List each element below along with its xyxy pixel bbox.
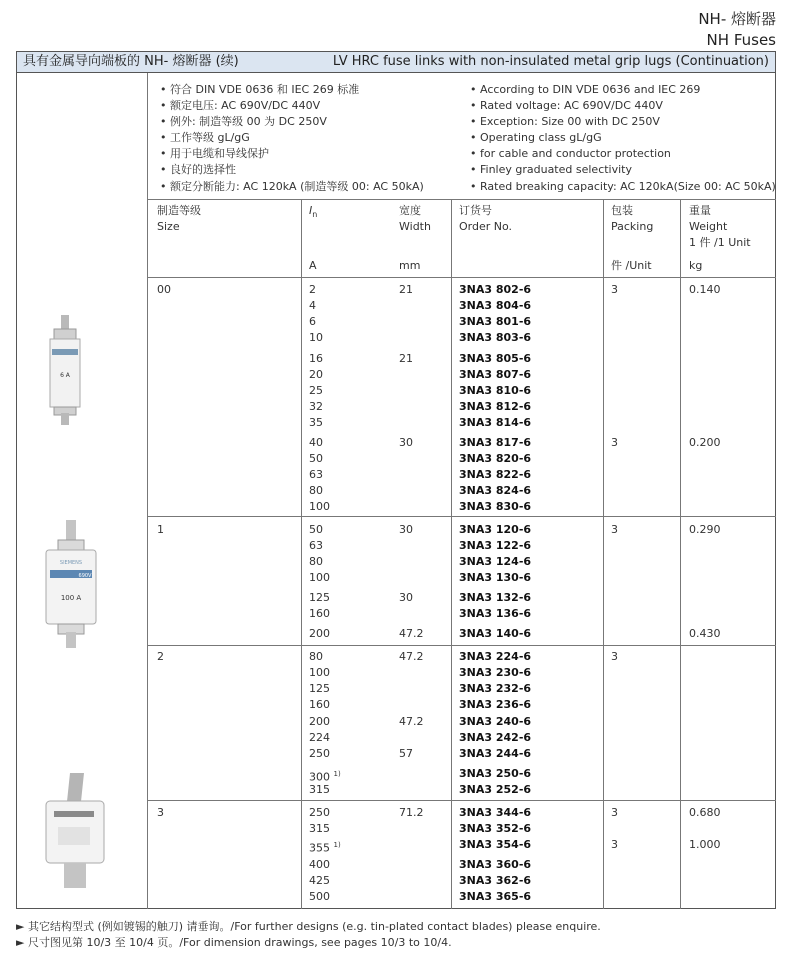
width-cell: 21: [399, 283, 413, 296]
section-title-bar: [16, 51, 776, 73]
header-order: 订货号 Order No.: [459, 204, 513, 233]
row-divider: [147, 516, 776, 517]
current-list: 250 315 355 $^{1)}$: [309, 806, 341, 855]
footer-note: ► 尺寸图见第 10/3 至 10/4 页。/For dimension drawings, see pages 10/3 to 10/4.: [16, 936, 452, 949]
bullet-item: • for cable and conductor protection: [470, 147, 671, 161]
size-cell: 2: [157, 650, 164, 663]
section-title-en: LV HRC fuse links with non-insulated metal grip lugs (Continuation): [332, 54, 769, 69]
bullet-item: • 例外: 制造等级 00 为 DC 250V: [160, 115, 327, 129]
bullet-item: • Exception: Size 00 with DC 250V: [470, 115, 660, 129]
packing-cell: 3: [611, 523, 618, 536]
footnote-mark: 1): [333, 770, 341, 778]
order-list: 3NA3 344-6 3NA3 352-6 3NA3 354-6: [459, 806, 532, 852]
packing-cell: 3: [611, 283, 618, 296]
packing-cell: 3: [611, 650, 618, 663]
width-cell: 30: [399, 436, 413, 449]
order-list: 3NA3 240-6 3NA3 242-6 3NA3 244-6: [459, 715, 532, 761]
weight-cell: 0.430: [689, 627, 721, 640]
current-list: 40 50 63 80 100: [309, 436, 330, 514]
header-weight-unit: kg: [689, 259, 703, 272]
weight-cell: 0.140: [689, 283, 721, 296]
size-cell: 3: [157, 806, 164, 819]
section-title-cn: 具有金属导向端板的 NH- 熔断器 (续): [23, 54, 239, 69]
bullet-item: • Rated voltage: AC 690V/DC 440V: [470, 99, 663, 113]
col-divider: [451, 199, 452, 909]
header-current-unit: A: [309, 259, 317, 272]
col-divider: [301, 199, 302, 909]
bullet-item: • Finley graduated selectivity: [470, 163, 632, 177]
col-divider: [603, 199, 604, 909]
row-divider: [147, 199, 776, 200]
bullet-item: • 符合 DIN VDE 0636 和 IEC 269 标准: [160, 83, 360, 96]
width-cell: 57: [399, 747, 413, 760]
width-cell: 47.2: [399, 627, 424, 640]
fuse-size-00-image: [40, 315, 92, 425]
row-divider: [147, 277, 776, 278]
bullet-item: • 额定电压: AC 690V/DC 440V: [160, 99, 321, 113]
header-packing-unit: 件 /Unit: [611, 259, 652, 272]
fuse-rating-label: 100 A: [60, 594, 82, 602]
order-list: 3NA3 224-6 3NA3 230-6 3NA3 232-6 3NA3 236-6: [459, 650, 532, 712]
current-list: 400 425 500: [309, 858, 330, 904]
footer-note: ► 其它结构型式 (例如镀锡的触刀) 请垂询。/For further designs (e.g. tin-plated contact blades) please enquire.: [16, 920, 601, 933]
page-title-cn: NH- 熔断器: [698, 10, 776, 28]
packing-cell: 3: [611, 806, 618, 819]
order-list: 3NA3 132-6 3NA3 136-6: [459, 591, 532, 621]
header-width-unit: mm: [399, 259, 421, 272]
bullet-item: • 工作等级 gL/gG: [160, 131, 250, 145]
header-packing: 包装 Packing: [611, 204, 654, 233]
header-current: $I_n$: [309, 204, 318, 220]
bullet-item: • According to DIN VDE 0636 and IEC 269: [470, 83, 701, 96]
weight-cell: 0.200: [689, 436, 721, 449]
width-cell: 30: [399, 523, 413, 536]
width-cell: 47.2: [399, 715, 424, 728]
current-list: 16 20 25 32 35: [309, 352, 323, 430]
order-list: 3NA3 802-6 3NA3 804-6 3NA3 801-6 3NA3 803-6: [459, 283, 532, 345]
order-list: 3NA3 360-6 3NA3 362-6 3NA3 365-6: [459, 858, 532, 904]
current-list: 2 4 6 10: [309, 283, 323, 345]
col-divider: [680, 199, 681, 909]
header-size: 制造等级 Size: [157, 204, 201, 233]
current-list: 125 160: [309, 591, 330, 621]
bullet-item: • 用于电缆和导线保护: [160, 147, 269, 161]
order-cell: 3NA3 140-6: [459, 627, 532, 640]
page-title-en: NH Fuses: [706, 31, 776, 49]
fuse-size-1-image: [36, 520, 106, 648]
header-width: 宽度 Width: [399, 204, 431, 233]
fuse-brand-label: SIEMENS: [59, 560, 83, 566]
fuse-size-3-image: [40, 773, 112, 888]
order-list: 3NA3 805-6 3NA3 807-6 3NA3 810-6 3NA3 812-6 3NA3 814-6: [459, 352, 532, 430]
bullet-item: • Rated breaking capacity: AC 120kA(Size 00: AC 50kA): [470, 179, 776, 193]
footnote-mark: 1): [333, 841, 341, 850]
bullets-en: [470, 82, 776, 195]
order-list: 3NA3 120-6 3NA3 122-6 3NA3 124-6 3NA3 130-6: [459, 523, 532, 585]
packing-cell: 3: [611, 436, 618, 449]
width-cell: 47.2: [399, 650, 424, 663]
order-list: 3NA3 250-6 3NA3 252-6: [459, 767, 532, 797]
width-cell: 21: [399, 352, 413, 365]
weight-cell: 0.290: [689, 523, 721, 536]
weight-cell: 0.680: [689, 806, 721, 819]
row-divider: [147, 645, 776, 646]
bullets-cn: [160, 82, 424, 195]
current-cell: 200: [309, 627, 330, 640]
fuse-rating-label: 6 A: [60, 372, 70, 379]
size-cell: 00: [157, 283, 171, 296]
current-list: 80 100 125 160: [309, 650, 330, 712]
weight-cell: 1.000: [689, 838, 721, 851]
current-list: 50 63 80 100: [309, 523, 330, 585]
width-cell: 30: [399, 591, 413, 604]
order-list: 3NA3 817-6 3NA3 820-6 3NA3 822-6 3NA3 824-6 3NA3 830-6: [459, 436, 532, 514]
row-divider: [147, 800, 776, 801]
size-cell: 1: [157, 523, 164, 536]
bullet-item: • 额定分断能力: AC 120kA (制造等级 00: AC 50kA): [160, 179, 424, 193]
bullet-item: • 良好的选择性: [160, 163, 236, 177]
current-list: 200 224 250: [309, 715, 330, 761]
packing-cell: 3: [611, 838, 618, 851]
current-list: 300 $^{1)}$ 315: [309, 770, 341, 797]
header-weight: 重量 Weight 1 件 /1 Unit: [689, 204, 751, 249]
fuse-voltage-label: 690V: [78, 573, 92, 579]
bullet-item: • Operating class gL/gG: [470, 131, 602, 145]
width-cell: 71.2: [399, 806, 424, 819]
